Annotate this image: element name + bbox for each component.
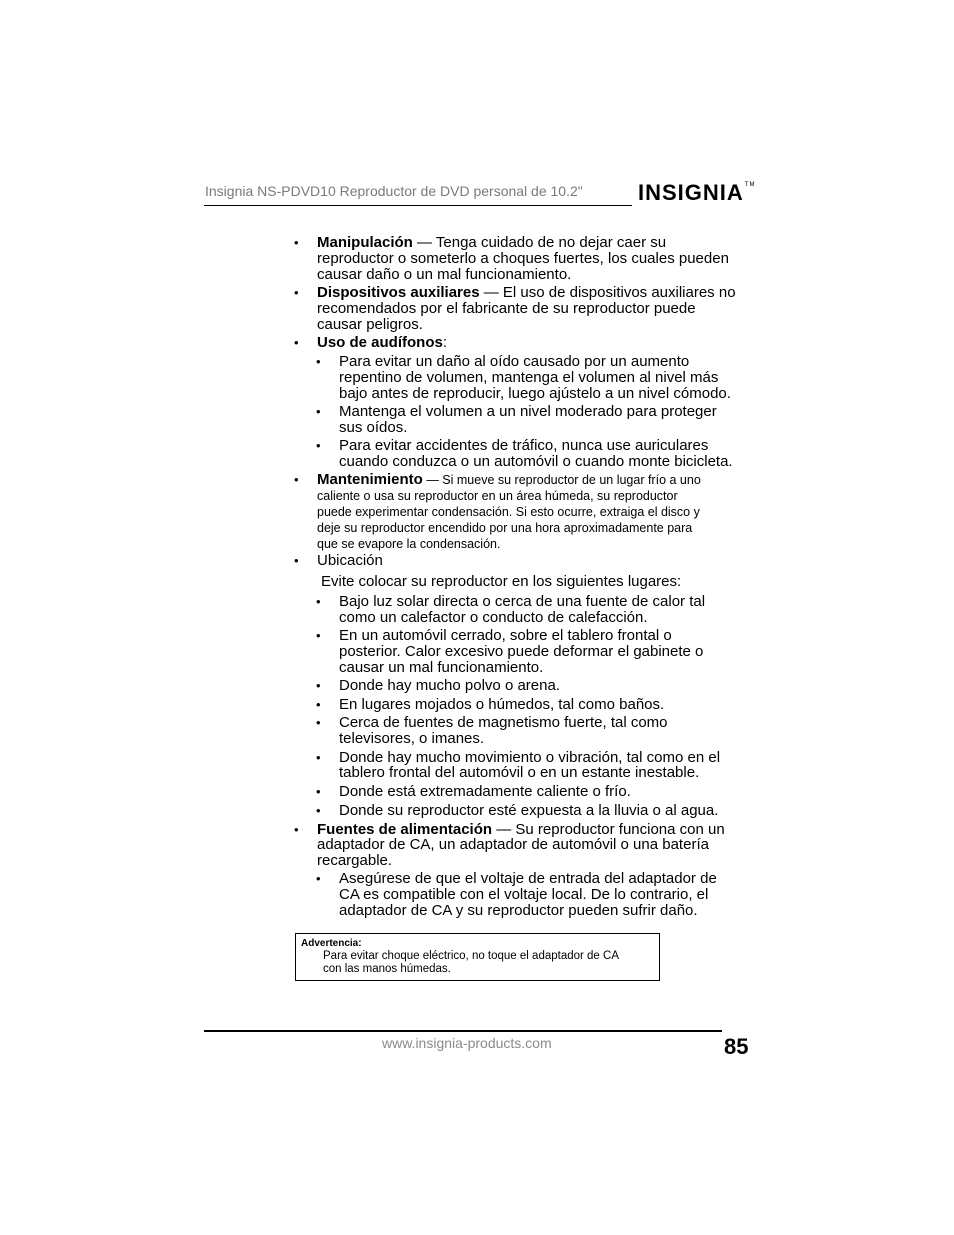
ubicacion-intro: Evite colocar su reproductor en los siguientes lugares:	[321, 573, 682, 590]
manipulacion-line-1	[317, 235, 666, 251]
bullet-icon: •	[316, 438, 321, 453]
logo-tm: TM	[744, 182, 756, 188]
fuentes-1-line-2: CA es compatible con el voltaje local. De lo contrario, el	[339, 886, 709, 903]
fuentes-term: Fuentes de alimentación	[317, 821, 493, 838]
audifonos-3-line-1: Para evitar accidentes de tráfico, nunca use auriculares	[339, 437, 709, 454]
mantenimiento-line-2: caliente o usa su reproductor en un área húmeda, su reproductor	[317, 489, 678, 503]
bullet-icon: •	[316, 404, 321, 419]
dispositivos-text: — El uso de dispositivos auxiliares no	[479, 284, 736, 301]
page-number: 85	[724, 1034, 749, 1059]
header-title: Insignia NS-PDVD10 Reproductor de DVD personal de 10.2"	[205, 183, 583, 199]
warning-text	[323, 950, 619, 976]
mantenimiento-line-4: deje su reproductor encendido por una hora aproximadamente para	[317, 521, 693, 535]
audifonos-1-line-2: repentino de volumen, mantenga el volumen al nivel más	[339, 369, 719, 386]
dispositivos-term: Dispositivos auxiliares	[317, 284, 480, 301]
fuentes-line-3: recargable.	[317, 852, 393, 869]
ubicacion-7: Donde está extremadamente caliente o frío.	[339, 783, 631, 800]
bullet-icon: •	[316, 594, 321, 609]
ubicacion-5-line-1: Cerca de fuentes de magnetismo fuerte, tal como	[339, 714, 668, 731]
bullet-icon: •	[294, 285, 299, 300]
bullet-icon: •	[316, 871, 321, 886]
mantenimiento-line-3: puede experimentar condensación. Si esto ocurre, extraiga el disco y	[317, 505, 700, 519]
manipulacion-text: — Tenga cuidado de no dejar caer su	[412, 234, 667, 251]
audifonos-2-line-2: sus oídos.	[339, 419, 408, 436]
bullet-icon: •	[294, 235, 299, 250]
ubicacion-8: Donde su reproductor esté expuesta a la lluvia o al agua.	[339, 802, 719, 819]
audifonos-colon: :	[442, 334, 448, 351]
ubicacion-2-line-2: posterior. Calor excesivo puede deformar el gabinete o	[339, 643, 704, 660]
bullet-icon: •	[316, 715, 321, 730]
fuentes-1-line-3: adaptador de CA y su reproductor pueden sufrir daño.	[339, 902, 698, 919]
audifonos-3-line-2: cuando conduzca o un automóvil o cuando monte bicicleta.	[339, 453, 733, 470]
bullet-icon: •	[294, 822, 299, 837]
mantenimiento-line-5: que se evapore la condensación.	[317, 537, 501, 551]
ubicacion-5-line-2: televisores, o imanes.	[339, 730, 485, 747]
ubicacion-4: En lugares mojados o húmedos, tal como baños.	[339, 696, 665, 713]
fuentes-1-line-1: Asegúrese de que el voltaje de entrada del adaptador de	[339, 870, 717, 887]
mantenimiento-term: Mantenimiento	[317, 471, 423, 488]
ubicacion-1-line-1: Bajo luz solar directa o cerca de una fuente de calor tal	[339, 593, 706, 610]
ubicacion-3: Donde hay mucho polvo o arena.	[339, 677, 560, 694]
warning-line-1: Para evitar choque eléctrico, no toque el adaptador de CA	[323, 950, 619, 962]
ubicacion-1-line-2: como un calefactor o conducto de calefacción.	[339, 609, 648, 626]
ubicacion-2-line-1: En un automóvil cerrado, sobre el tablero frontal o	[339, 627, 672, 644]
insignia-logo	[638, 180, 755, 206]
footer-url: www.insignia-products.com	[382, 1035, 552, 1051]
warning-line-2: con las manos húmedas.	[323, 963, 451, 975]
manipulacion-term: Manipulación	[317, 234, 413, 251]
bullet-icon: •	[316, 354, 321, 369]
ubicacion-heading: Ubicación	[317, 552, 383, 569]
dispositivos-line-3: causar peligros.	[317, 316, 423, 333]
bullet-icon: •	[316, 678, 321, 693]
audifonos-2-line-1: Mantenga el volumen a un nivel moderado para proteger	[339, 403, 717, 420]
bullet-icon: •	[294, 553, 299, 568]
fuentes-line-2: adaptador de CA, un adaptador de automóvil o una batería	[317, 836, 709, 853]
ubicacion-6-line-1: Donde hay mucho movimiento o vibración, tal como en el	[339, 749, 721, 766]
bullet-icon: •	[316, 750, 321, 765]
fuentes-text: — Su reproductor funciona con un	[492, 821, 725, 838]
bullet-icon: •	[316, 803, 321, 818]
warning-box	[295, 933, 660, 981]
logo-text: INSIGNIA	[638, 180, 744, 205]
ubicacion-6-line-2: tablero frontal del automóvil o en un estante inestable.	[339, 764, 700, 781]
bullet-icon: •	[316, 784, 321, 799]
audifonos-heading	[317, 335, 447, 351]
warning-title: Advertencia:	[301, 938, 362, 949]
dispositivos-line-1	[317, 285, 736, 301]
bullet-icon: •	[316, 697, 321, 712]
mantenimiento-line-1	[317, 472, 701, 488]
bullet-icon: •	[294, 472, 299, 487]
bullet-icon: •	[294, 335, 299, 350]
audifonos-1-line-3: bajo antes de reproducir, luego ajústelo a un nivel cómodo.	[339, 385, 731, 402]
dispositivos-line-2: recomendados por el fabricante de su reproductor puede	[317, 300, 696, 317]
audifonos-1-line-1: Para evitar un daño al oído causado por un aumento	[339, 353, 690, 370]
bullet-icon: •	[316, 628, 321, 643]
manipulacion-line-3: causar daño o un mal funcionamiento.	[317, 266, 572, 283]
footer-rule	[204, 1030, 722, 1032]
mantenimiento-text: — Si mueve su reproductor de un lugar frío a uno	[422, 473, 701, 487]
ubicacion-2-line-3: causar un mal funcionamiento.	[339, 659, 544, 676]
header-rule	[204, 205, 632, 206]
manipulacion-line-2: reproductor o someterlo a choques fuertes, los cuales pueden	[317, 250, 729, 267]
audifonos-term: Uso de audífonos	[317, 334, 443, 351]
